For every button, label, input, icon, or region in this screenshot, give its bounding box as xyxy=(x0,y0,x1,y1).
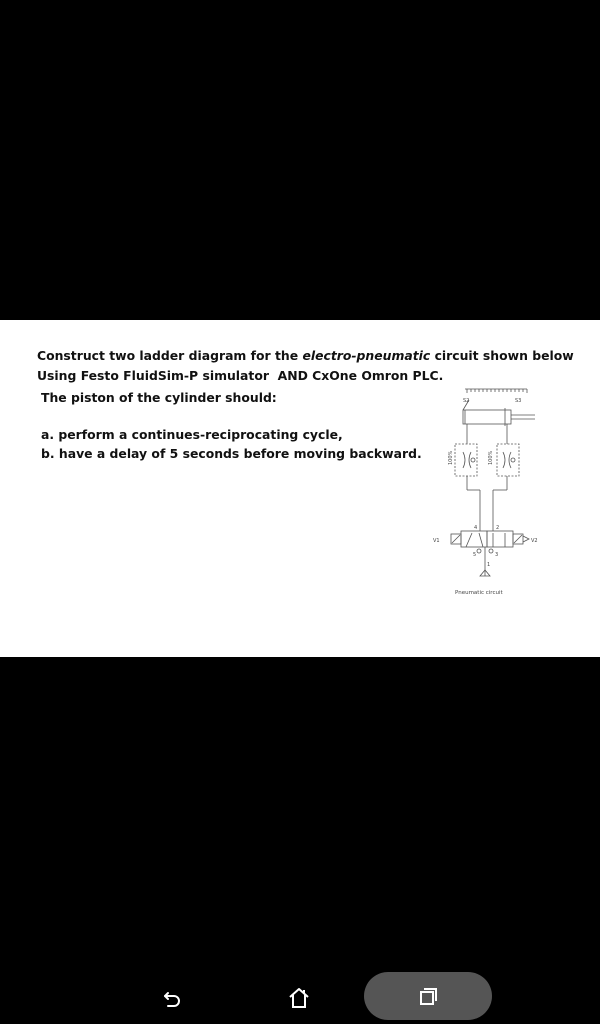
text-fragment: AND CxOne Omron PLC. xyxy=(277,368,444,383)
solenoid-label-v1: V1 xyxy=(433,538,440,544)
pneumatic-circuit-diagram xyxy=(425,380,555,602)
port-4-label: 4 xyxy=(474,525,478,531)
text-fragment: circuit shown below xyxy=(430,348,574,363)
requirement-item-a: a. perform a continues-reciprocating cycle, xyxy=(41,427,343,442)
piston-requirement-heading: The piston of the cylinder should: xyxy=(41,390,277,405)
port-5-label: 5 xyxy=(473,552,477,558)
text-fragment: Using Festo FluidSim-P simulator xyxy=(37,368,269,383)
recents-button[interactable] xyxy=(364,972,492,1020)
throttle-label-right: 100% xyxy=(488,450,494,465)
system-navigation-bar xyxy=(0,968,600,1024)
diagram-caption: Pneumatic circuit xyxy=(455,590,503,596)
solenoid-label-v2: V2 xyxy=(531,538,538,544)
port-2-label: 2 xyxy=(496,525,500,531)
port-1-label: 1 xyxy=(487,562,491,568)
home-button[interactable] xyxy=(277,976,321,1020)
recents-icon xyxy=(416,984,440,1008)
instruction-line-1 xyxy=(37,348,574,363)
sensor-label-s3: S3 xyxy=(515,398,522,404)
document-screenshot xyxy=(0,320,600,657)
instruction-line-2 xyxy=(37,368,443,383)
port-3-label: 3 xyxy=(495,552,499,558)
back-button[interactable] xyxy=(150,976,194,1020)
emphasis-text: electro-pneumatic xyxy=(302,348,431,363)
throttle-label-left: 100% xyxy=(448,450,454,465)
back-arrow-icon xyxy=(160,986,184,1010)
home-icon xyxy=(286,985,312,1011)
sensor-label-s2: S2 xyxy=(463,398,470,404)
text-fragment: Construct two ladder diagram for the xyxy=(37,348,303,363)
requirement-item-b: b. have a delay of 5 seconds before moving backward. xyxy=(41,446,422,461)
